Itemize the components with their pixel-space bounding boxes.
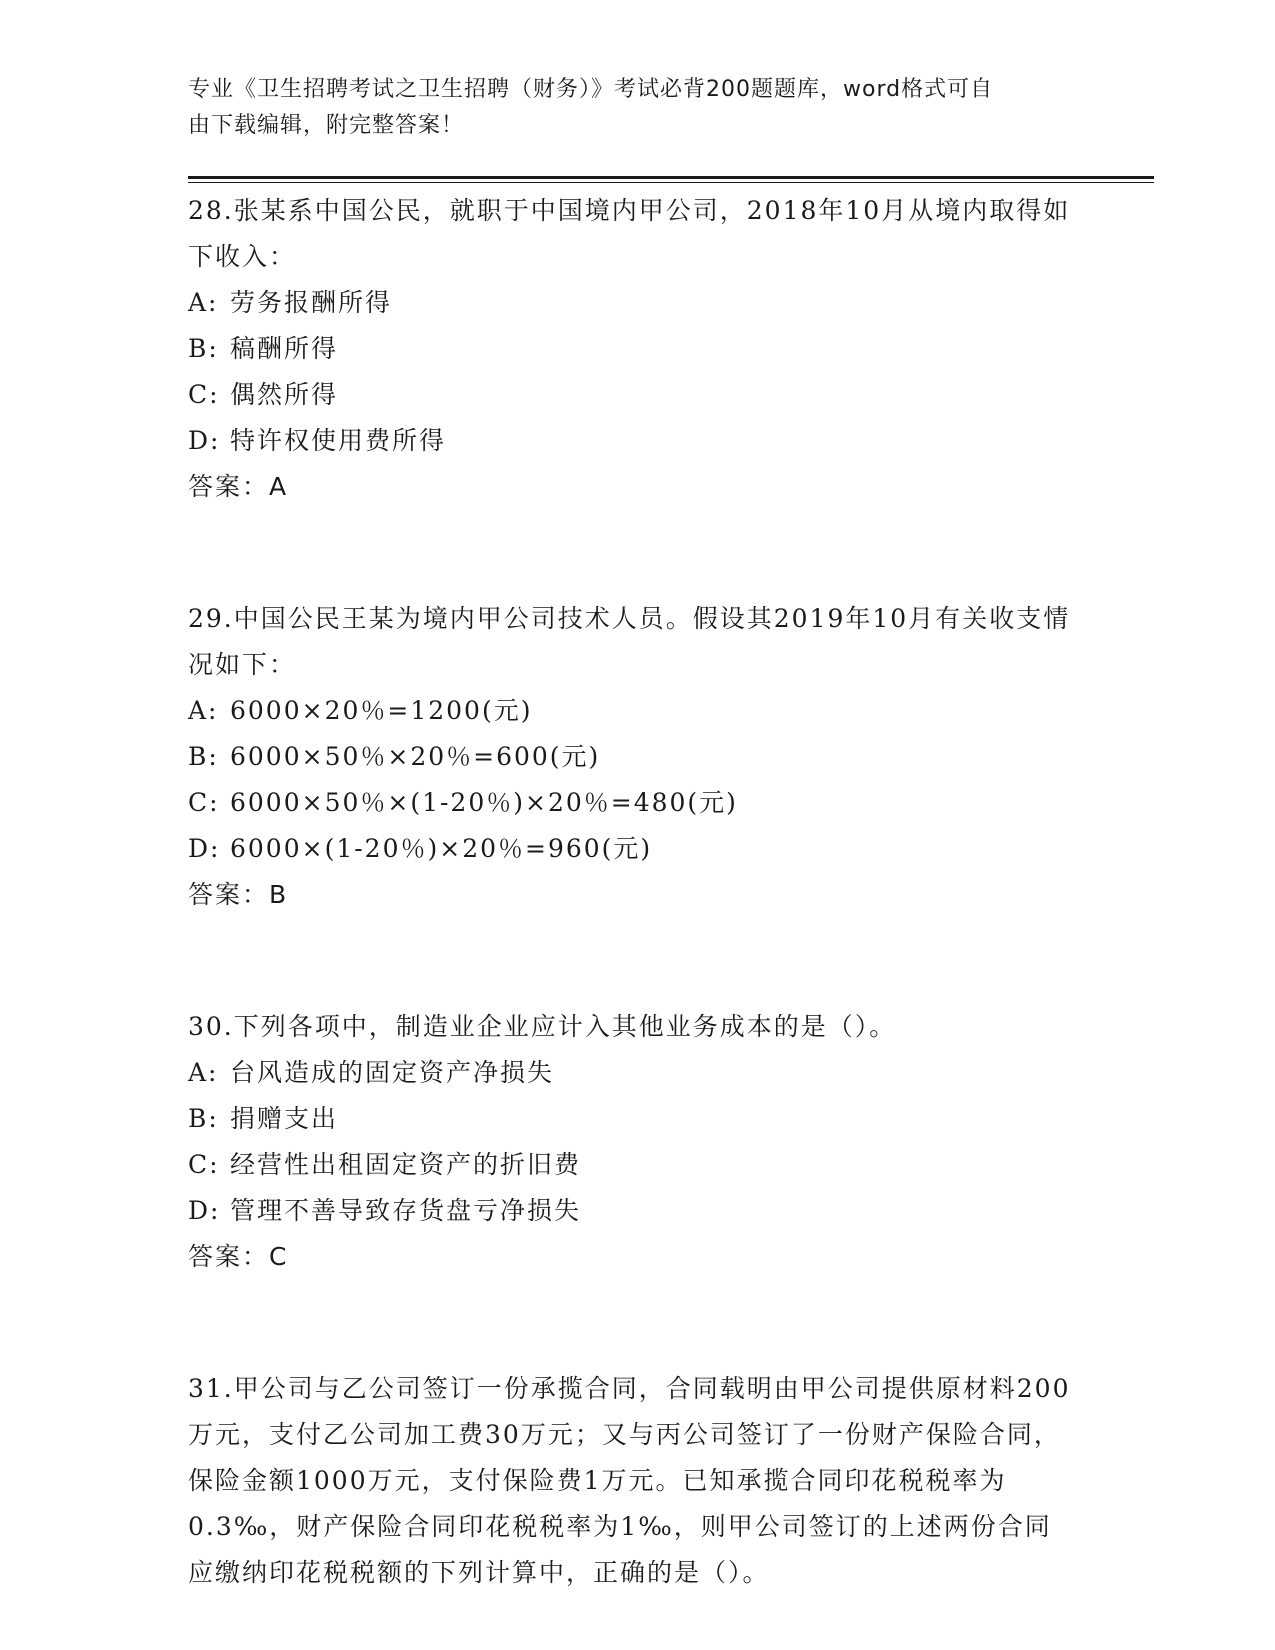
- question-text: 28.张某系中国公民，就职于中国境内甲公司，2018年10月从境内取得如下收入：: [188, 196, 1071, 271]
- option-a: [188, 1050, 1078, 1096]
- spacer: [188, 510, 1078, 596]
- option-c: [188, 1142, 1078, 1188]
- option-b: [188, 326, 1078, 372]
- question-31: [188, 1366, 1078, 1596]
- question-30: [188, 1004, 1078, 1280]
- option-text: 6000×20％=1200(元): [230, 696, 533, 725]
- option-letter: B:: [188, 334, 219, 363]
- header-line-2: 由下载编辑，附完整答案！: [188, 113, 465, 138]
- header-rule-thin: [188, 182, 1154, 183]
- option-letter: B:: [188, 742, 219, 771]
- option-text: 稿酬所得: [230, 334, 339, 363]
- question-list: [188, 188, 1078, 1596]
- option-text: 经营性出租固定资产的折旧费: [230, 1150, 582, 1179]
- answer-line: 答案：B: [188, 880, 289, 909]
- option-text: 偶然所得: [230, 380, 339, 409]
- option-letter: D:: [188, 426, 221, 455]
- question-28: [188, 188, 1078, 510]
- option-d: [188, 1188, 1078, 1234]
- option-letter: D:: [188, 1196, 221, 1225]
- option-letter: C:: [188, 1150, 220, 1179]
- question-text: 30.下列各项中，制造业企业应计入其他业务成本的是（）。: [188, 1012, 897, 1041]
- spacer: [188, 1280, 1078, 1366]
- option-letter: C:: [188, 788, 220, 817]
- question-text: 29.中国公民王某为境内甲公司技术人员。假设其2019年10月有关收支情况如下：: [188, 604, 1071, 679]
- answer-line: 答案：A: [188, 472, 289, 501]
- option-text: 台风造成的固定资产净损失: [230, 1058, 555, 1087]
- option-text: 劳务报酬所得: [230, 288, 393, 317]
- option-c: [188, 780, 1078, 826]
- option-text: 捐赠支出: [230, 1104, 339, 1133]
- option-a: [188, 688, 1078, 734]
- option-text: 6000×50％×20％=600(元): [230, 742, 601, 771]
- option-a: [188, 280, 1078, 326]
- spacer: [188, 918, 1078, 1004]
- header-line-1: 专业《卫生招聘考试之卫生招聘（财务）》考试必背200题题库，word格式可自: [188, 77, 994, 102]
- answer-line: 答案：C: [188, 1242, 289, 1271]
- option-c: [188, 372, 1078, 418]
- option-d: [188, 418, 1078, 464]
- option-d: [188, 826, 1078, 872]
- option-letter: A:: [188, 696, 219, 725]
- option-text: 管理不善导致存货盘亏净损失: [230, 1196, 582, 1225]
- option-b: [188, 734, 1078, 780]
- option-text: 6000×50％×(1-20％)×20％=480(元): [230, 788, 738, 817]
- option-b: [188, 1096, 1078, 1142]
- header-rule-thick: [188, 176, 1154, 179]
- option-letter: A:: [188, 288, 219, 317]
- option-text: 特许权使用费所得: [230, 426, 447, 455]
- question-29: [188, 596, 1078, 918]
- option-letter: C:: [188, 380, 220, 409]
- option-letter: B:: [188, 1104, 219, 1133]
- option-letter: A:: [188, 1058, 219, 1087]
- question-text: 31.甲公司与乙公司签订一份承揽合同，合同载明由甲公司提供原材料200万元，支付乙公司加工费30万元；又与丙公司签订了一份财产保险合同，保险金额1000万元，支付保险费1万元。已知承揽合同印花税税率为0.3‰，财产保险合同印花税税率为1‰，则甲公司签订的上述两份合同应缴纳印花税税额的下列计算中，正确的是（）。: [188, 1374, 1071, 1587]
- option-text: 6000×(1-20％)×20％=960(元): [230, 834, 653, 863]
- option-letter: D:: [188, 834, 221, 863]
- document-header: [188, 72, 1068, 144]
